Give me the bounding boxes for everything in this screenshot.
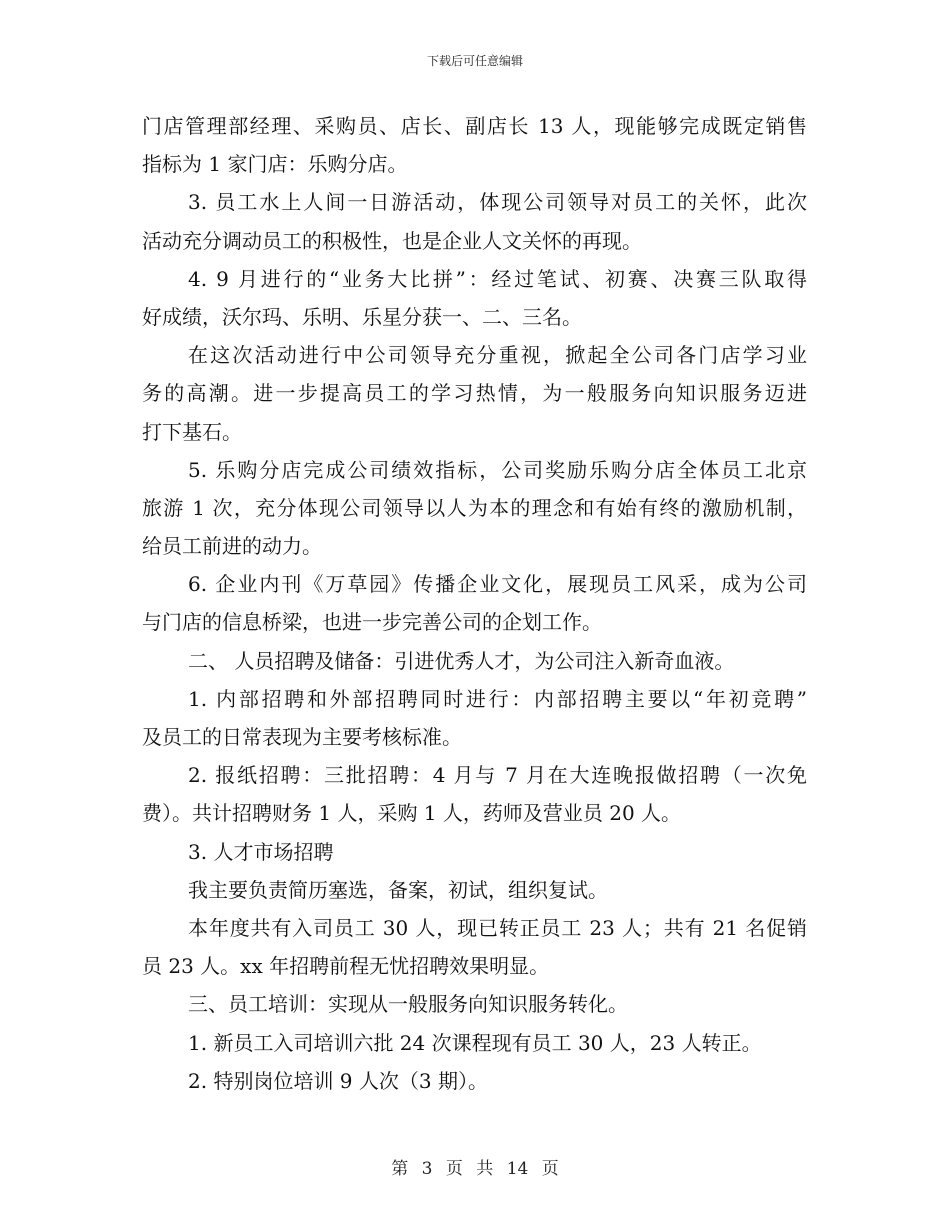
paragraph-line: 4. 9 月进行的“业务大比拼”：经过笔试、初赛、决赛三队取得 xyxy=(188,266,807,291)
paragraph-line: 2. 报纸招聘：三批招聘：4 月与 7 月在大连晚报做招聘（一次免 xyxy=(188,763,807,788)
document-body xyxy=(142,107,807,1100)
paragraph-line: 5. 乐购分店完成公司绩效指标，公司奖励乐购分店全体员工北京 xyxy=(188,457,807,482)
paragraph-line: 3. 员工水上人间一日游活动，体现公司领导对员工的关怀，此次 xyxy=(188,190,807,215)
paragraph-line: 3. 人才市场招聘 xyxy=(188,839,334,864)
page-footer: 第 3 页 共 14 页 xyxy=(391,1159,559,1179)
paragraph-line: 务的高潮。进一步提高员工的学习热情，为一般服务向知识服务迈进 xyxy=(142,381,807,406)
paragraph-line: 本年度共有入司员工 30 人，现已转正员工 23 人；共有 21 名促销 xyxy=(188,915,807,940)
paragraph-line: 门店管理部经理、采购员、店长、副店长 13 人，现能够完成既定销售 xyxy=(142,114,807,138)
paragraph-line: 好成绩，沃尔玛、乐明、乐星分获一、二、三名。 xyxy=(142,304,582,329)
paragraph-line: 二、 人员招聘及储备：引进优秀人才，为公司注入新奇血液。 xyxy=(188,648,735,673)
paragraph-line: 活动充分调动员工的积极性，也是企业人文关怀的再现。 xyxy=(142,228,642,253)
paragraph-line: 在这次活动进行中公司领导充分重视，掀起全公司各门店学习业 xyxy=(188,343,807,368)
paragraph-line: 6. 企业内刊《万草园》传播企业文化，展现员工风采，成为公司 xyxy=(188,572,807,597)
page-header: 下载后可任意编辑 xyxy=(426,54,523,68)
paragraph-line: 1. 新员工入司培训六批 24 次课程现有员工 30 人，23 人转正。 xyxy=(188,1030,762,1055)
paragraph-line: 2. 特别岗位培训 9 人次（3 期）。 xyxy=(188,1068,488,1093)
paragraph-line: 我主要负责简历塞选，备案，初试，组织复试。 xyxy=(188,877,608,902)
paragraph-line: 三、员工培训：实现从一般服务向知识服务转化。 xyxy=(188,992,628,1017)
paragraph-line: 打下基石。 xyxy=(142,419,242,444)
paragraph-line: 给员工前进的动力。 xyxy=(142,534,322,559)
paragraph-line: 及员工的日常表现为主要考核标准。 xyxy=(142,725,462,749)
paragraph-line: 指标为 1 家门店：乐购分店。 xyxy=(142,152,408,177)
paragraph-line: 员 23 人。xx 年招聘前程无忧招聘效果明显。 xyxy=(142,954,550,979)
paragraph-line: 旅游 1 次，充分体现公司领导以人为本的理念和有始有终的激励机制， xyxy=(142,495,807,520)
paragraph-line: 1. 内部招聘和外部招聘同时进行：内部招聘主要以“年初竞聘” xyxy=(188,686,807,711)
paragraph-line: 与门店的信息桥梁，也进一步完善公司的企划工作。 xyxy=(142,610,602,635)
paragraph-line: 费）。共计招聘财务 1 人，采购 1 人，药师及营业员 20 人。 xyxy=(142,801,682,826)
